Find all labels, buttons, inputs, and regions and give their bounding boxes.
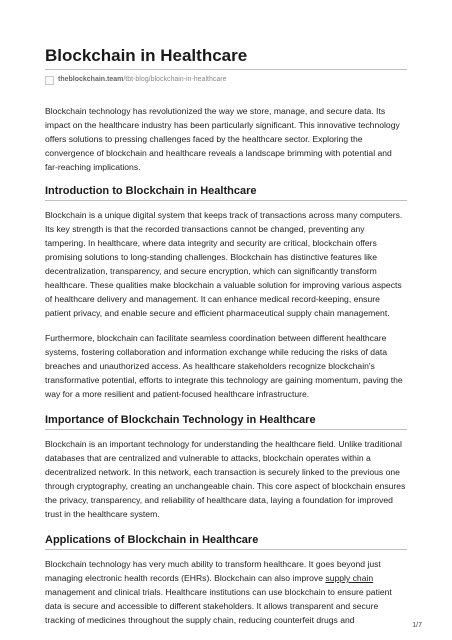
section-paragraph: Blockchain is an important technology for understanding the healthcare field. Unlike traditional databases that are centralized and vulnerable to attacks, blockchain operates within a decentralized network. In this network, each transaction is securely linked to the previous one through cryptography, creating an unchangeable chain. This core aspect of blockchain ensures the privacy, transparency, and reliability of healthcare data, laying a foundation for improved trust in the healthcare system. xyxy=(45,439,406,519)
source-path[interactable]: /tbt-blog/blockchain-in-healthcare xyxy=(123,76,227,83)
section-divider xyxy=(45,549,407,550)
page-number: 1/7 xyxy=(412,622,422,629)
section-heading-importance: Importance of Blockchain Technology in Healthcare xyxy=(45,414,316,426)
source-url[interactable] xyxy=(58,75,226,85)
section-heading-applications: Applications of Blockchain in Healthcare xyxy=(45,534,259,546)
section-divider xyxy=(45,429,407,430)
document-page xyxy=(45,0,407,627)
section-heading-introduction: Introduction to Blockchain in Healthcare xyxy=(45,185,257,197)
section-paragraph: Blockchain is a unique digital system that keeps track of transactions across many computers. Its key strength is that the recorded transactions cannot be changed, preventing any tampering. In healthcare, where data integrity and security are critical, blockchain offers promising solutions to long-standing challenges. Blockchain has distinctive features like decentralization, transparency, and secure encryption, which can significantly transform healthcare. These qualities make blockchain a valuable solution for improving various aspects of healthcare delivery and management. It can enhance medical record-keeping, ensure patient privacy, and enable secure and efficient pharmaceutical supply chain management. xyxy=(45,210,403,318)
section-paragraph: Furthermore, blockchain can facilitate seamless coordination between different healthcare systems, fostering collaboration and information exchange while reducing the risks of data breaches and unauthorized access. As healthcare stakeholders recognize blockchain's transformative potential, efforts to integrate this technology are gaining momentum, paving the way for a more resilient and patient-focused healthcare infrastructure. xyxy=(45,333,403,399)
supply-chain-link[interactable]: supply chain xyxy=(325,573,374,583)
paragraph-text: Blockchain technology has very much ability to transform healthcare. It goes beyond just managing electronic health records (EHRs). Blockchain can also improve xyxy=(45,559,381,583)
document-title: Blockchain in Healthcare xyxy=(45,46,248,65)
intro-paragraph: Blockchain technology has revolutionized the way we store, manage, and secure data. Its impact on the healthcare industry has been particularly significant. This innovative technology offers solutions to pressing challenges faced by the healthcare sector. Exploring the convergence of blockchain and healthcare reveals a landscape brimming with potential and far-reaching implications. xyxy=(45,106,400,172)
title-divider xyxy=(45,69,407,70)
paragraph-text: management and clinical trials. Healthcare institutions can use blockchain to ensure patient data is secure and accessible to different stakeholders. It allows transparent and secure tracking of medicines throughout the supply chain, reducing counterfeit drugs and xyxy=(45,587,392,625)
section-paragraph xyxy=(45,557,407,627)
source-line xyxy=(45,74,407,86)
section-divider xyxy=(45,200,407,201)
favicon-icon xyxy=(45,76,54,85)
source-domain[interactable]: theblockchain.team xyxy=(58,76,124,83)
